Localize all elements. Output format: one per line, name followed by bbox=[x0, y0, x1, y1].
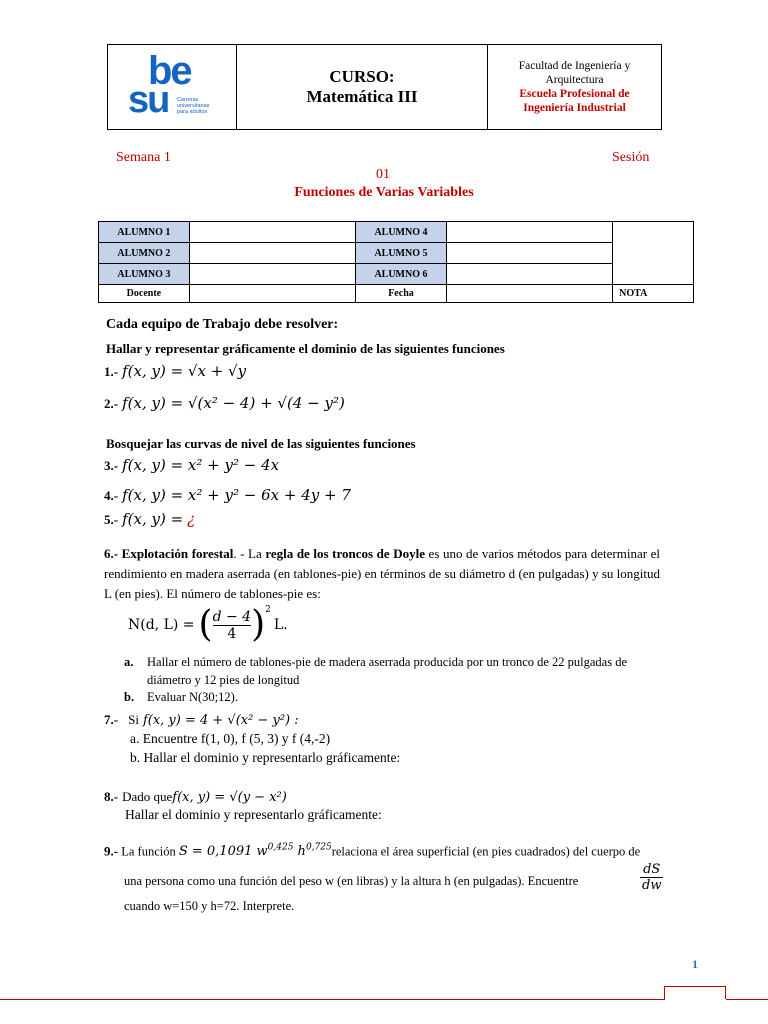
session-number: 01 bbox=[376, 167, 390, 182]
student-label: ALUMNO 1 bbox=[99, 222, 190, 243]
student-field[interactable] bbox=[189, 243, 355, 264]
subitem-b-label: b. bbox=[124, 690, 135, 704]
student-label: ALUMNO 5 bbox=[356, 243, 447, 264]
student-field[interactable] bbox=[189, 264, 355, 285]
footer-tab bbox=[664, 986, 726, 999]
problem-7: 7.- Si f(x, y) = 4 + √(x² − y²) : bbox=[104, 712, 299, 728]
student-label: ALUMNO 6 bbox=[356, 264, 447, 285]
table-row bbox=[99, 285, 694, 303]
level-heading: Bosquejar las curvas de nivel de las siguientes funciones bbox=[106, 436, 416, 451]
course-title bbox=[237, 45, 488, 129]
math-expression: f(x, y) = √(y − x²) bbox=[172, 790, 287, 805]
p7-b: b. Hallar el dominio y representarlo gráficamente: bbox=[130, 750, 401, 765]
session-topic: Funciones de Varias Variables bbox=[294, 185, 474, 200]
problem-1 bbox=[104, 362, 246, 381]
problem-number: 3.- bbox=[104, 458, 119, 473]
student-field[interactable] bbox=[446, 243, 612, 264]
course-name: Matemática III bbox=[306, 87, 418, 106]
table-row bbox=[99, 264, 694, 285]
math-expression: f(x, y) = x² + y² − 4x bbox=[122, 456, 280, 474]
math-expression: f(x, y) = 4 + √(x² − y²) : bbox=[142, 713, 299, 728]
logo-tagline: Carreras universitarias para adultos bbox=[177, 97, 210, 115]
week-label: Semana 1 bbox=[116, 150, 171, 165]
table-row bbox=[99, 222, 694, 243]
problem-3 bbox=[104, 456, 279, 475]
problem-8: 8.- Dado quef(x, y) = √(y − x²) bbox=[104, 789, 287, 805]
date-field[interactable] bbox=[446, 285, 612, 303]
problem-title: Explotación forestal bbox=[121, 546, 234, 561]
footer-line-right bbox=[726, 999, 768, 1000]
student-field[interactable] bbox=[189, 222, 355, 243]
derivative-fraction: dS dw bbox=[642, 862, 662, 893]
problem-number: 1.- bbox=[104, 364, 119, 379]
problem-number: 7.- bbox=[104, 712, 119, 727]
logo bbox=[108, 45, 237, 129]
subitem-b-text: Evaluar N(30;12). bbox=[147, 690, 238, 704]
course-label: CURSO: bbox=[329, 67, 395, 86]
problem-number: 5.- bbox=[104, 512, 119, 527]
p9-line2: una persona como una función del peso w (en libras) y la altura h (en pulgadas). Encuentre bbox=[124, 874, 579, 888]
student-label: ALUMNO 2 bbox=[99, 243, 190, 264]
table-row bbox=[99, 243, 694, 264]
institution bbox=[488, 45, 661, 129]
p7-a: a. Encuentre f(1, 0), f (5, 3) y f (4,-2) bbox=[130, 731, 331, 746]
page-number: 1 bbox=[692, 957, 698, 971]
logo-be: be bbox=[148, 49, 191, 93]
problem-6: 6.- Explotación forestal. - La regla de los troncos de Doyle es uno de varios métodos para determinar el rendimiento en madera aserrada (en tablones-pie) en términos de su diámetro d (en pulgadas) y su longitud L (en pies). El número de tablones-pie es: bbox=[104, 546, 661, 601]
problem-5 bbox=[104, 510, 195, 529]
p8-line2: Hallar el dominio y representarlo gráficamente: bbox=[125, 807, 382, 822]
math-expression: f(x, y) = √(x² − 4) + √(4 − y²) bbox=[122, 394, 345, 412]
math-expression: f(x, y) = bbox=[122, 510, 184, 528]
math-expression: f(x, y) = x² + y² − 6x + 4y + 7 bbox=[122, 486, 351, 504]
problem-number: 9.- bbox=[104, 843, 119, 859]
p9-line3: cuando w=150 y h=72. Interprete. bbox=[124, 899, 295, 913]
doyle-formula: N(d, L) = ( d − 4 4 ) $^2$ L. bbox=[128, 604, 288, 645]
problem-text: es uno de varios métodos para determinar el rendimiento en madera aserrada (en tablones-pie) en términos de su diámetro d (en pulgadas) y su longitud L (en pies). El número de tablones-pie es: bbox=[104, 546, 661, 601]
subitem-a-text: Hallar el número de tablones-pie de madera aserrada producida por un tronco de 22 pulgadas de diámetro y 12 pies de longitud bbox=[147, 655, 628, 687]
school-name: Escuela Profesional de Ingeniería Industrial bbox=[519, 88, 630, 114]
team-instruction: Cada equipo de Trabajo debe resolver: bbox=[106, 317, 339, 332]
problem-number: 6.- bbox=[104, 546, 119, 561]
problem-2 bbox=[104, 394, 345, 413]
surface-formula: S = 0,1091 $w^{0,425}$ $h^{0,725}$ bbox=[178, 843, 332, 860]
problem-number: 8.- bbox=[104, 789, 119, 804]
teacher-field[interactable] bbox=[189, 285, 355, 303]
faculty-name: Facultad de Ingeniería y Arquitectura bbox=[518, 60, 631, 86]
teacher-label: Docente bbox=[99, 285, 190, 303]
problem-9: 9.- La función S = 0,1091 $w^{0,425}$ $h^{0,725}relaciona$ el área superficial (en pies cuadrados) del cuerpo de bbox=[104, 843, 641, 860]
session-label: Sesión bbox=[612, 150, 650, 165]
student-field[interactable] bbox=[446, 222, 612, 243]
problem-4 bbox=[104, 486, 351, 505]
subitem-a: a. bbox=[124, 655, 134, 669]
student-label: ALUMNO 4 bbox=[356, 222, 447, 243]
footer-line bbox=[0, 999, 665, 1000]
header-box bbox=[107, 44, 662, 130]
student-field[interactable] bbox=[446, 264, 612, 285]
problem-number: 2.- bbox=[104, 396, 119, 411]
date-label: Fecha bbox=[356, 285, 447, 303]
student-label: ALUMNO 3 bbox=[99, 264, 190, 285]
problem-number: 4.- bbox=[104, 488, 119, 503]
logo-su: su bbox=[128, 79, 169, 121]
domain-heading: Hallar y representar gráficamente el dominio de las siguientes funciones bbox=[106, 341, 505, 356]
grade-label: NOTA bbox=[613, 285, 694, 303]
students-table bbox=[98, 221, 694, 303]
grade-box[interactable] bbox=[613, 222, 694, 285]
rule-name: regla de los troncos de Doyle bbox=[265, 546, 425, 561]
math-expression: f(x, y) = √x + √y bbox=[122, 362, 247, 380]
missing-glyph: ¿ bbox=[187, 510, 196, 528]
